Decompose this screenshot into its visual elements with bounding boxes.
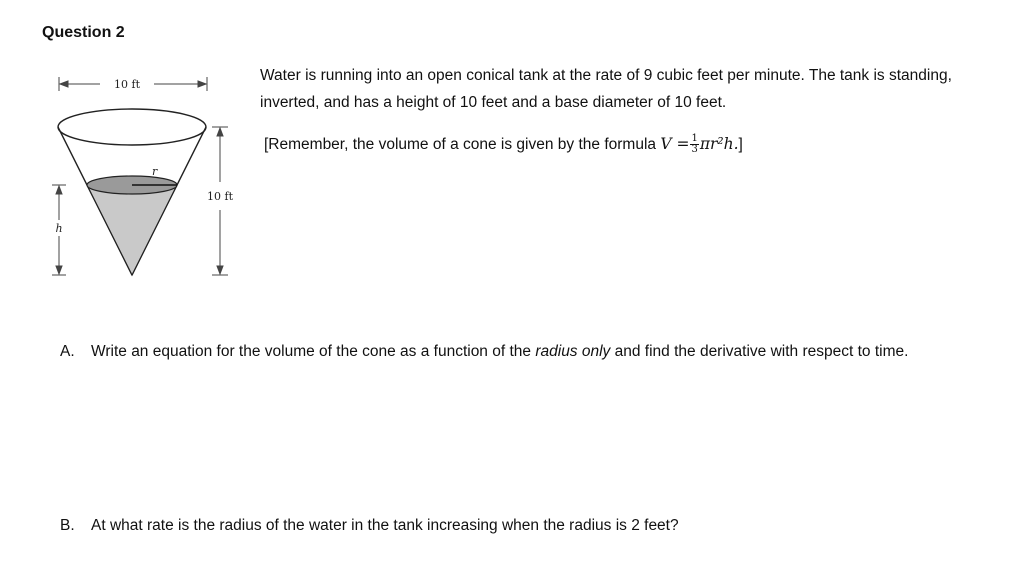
- fraction-numerator: 1: [691, 133, 698, 145]
- formula-reminder: [264, 131, 1009, 158]
- reminder-prefix: [Remember, the volume of a cone is given by the formula: [264, 136, 657, 153]
- part-a-emphasis: radius only: [535, 343, 611, 360]
- part-b-text: At what rate is the radius of the water in the tank increasing when the radius is 2 feet?: [91, 517, 679, 534]
- part-a-text: [91, 338, 1010, 366]
- formula-rhs: πr²h.: [699, 135, 739, 153]
- problem-statement: Water is running into an open conical tank at the rate of 9 cubic feet per minute. The tank is standing, inverted, and has a height of 10 feet and a base diameter of 10 feet.: [260, 67, 952, 111]
- water-fill: [87, 185, 177, 275]
- formula-fraction: [690, 134, 698, 155]
- reminder-suffix: ]: [738, 136, 743, 153]
- part-a-text-before: Write an equation for the volume of the cone as a function of the: [91, 343, 532, 360]
- top-dimension-label: 10 ft: [114, 78, 140, 91]
- side-dimension-label: 10 ft: [207, 190, 233, 203]
- cone-diagram: [52, 70, 242, 290]
- question-title: Question 2: [42, 24, 125, 41]
- part-a: [60, 338, 1010, 366]
- part-b-label: B.: [60, 517, 75, 534]
- part-b: [60, 512, 1010, 540]
- formula-lhs: V =: [660, 135, 690, 153]
- part-a-label: A.: [60, 343, 75, 360]
- part-a-text-after: and find the derivative with respect to time.: [614, 343, 909, 360]
- radius-label: r: [152, 165, 158, 178]
- height-label: h: [55, 222, 63, 235]
- fraction-denominator: 3: [691, 144, 698, 156]
